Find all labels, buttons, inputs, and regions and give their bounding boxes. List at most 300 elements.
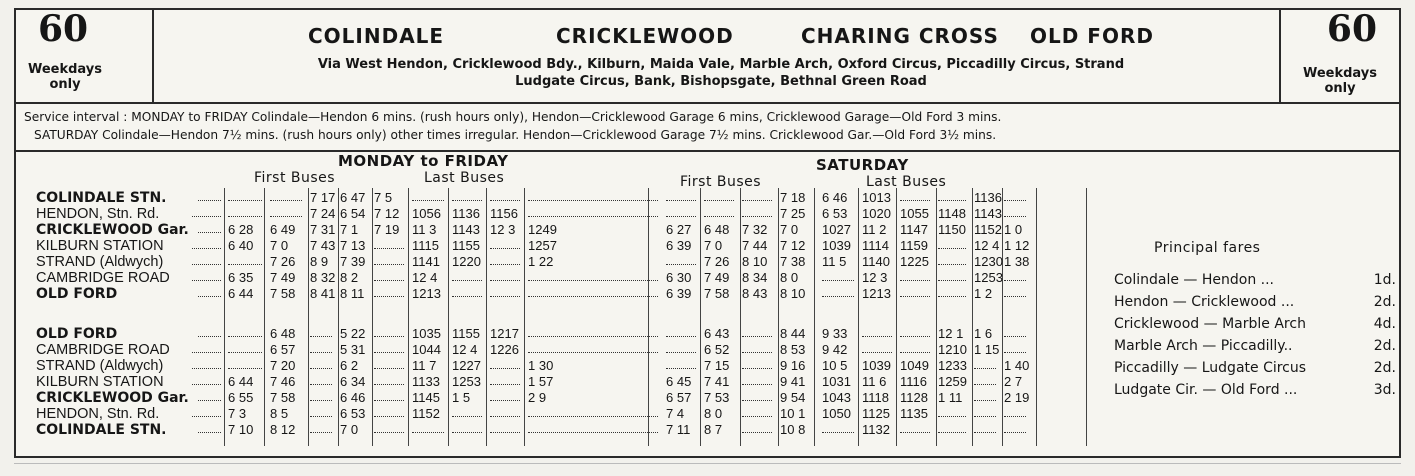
empty-cell-dots <box>374 406 404 417</box>
time-cell: 6 44 <box>228 374 254 389</box>
via-line-2: Ludgate Circus, Bank, Bishopsgate, Bethnal Green Road <box>515 74 927 89</box>
empty-cell-dots <box>490 270 520 281</box>
time-cell: 7 32 <box>742 222 768 237</box>
empty-cell-dots <box>374 358 404 369</box>
leader-dots <box>192 374 221 385</box>
page-bottom-rule <box>14 463 1401 464</box>
time-cell: 6 30 <box>666 270 692 285</box>
empty-cell-dots <box>1004 406 1026 417</box>
empty-cell-dots <box>974 406 996 417</box>
empty-cell-dots <box>228 254 262 265</box>
empty-cell-dots <box>374 422 404 433</box>
time-cell: 8 32 <box>310 270 336 285</box>
time-cell: 1226 <box>490 342 519 357</box>
empty-cell-dots <box>374 342 404 353</box>
time-cell: 1213 <box>862 286 891 301</box>
time-cell: 1136 <box>974 190 1002 205</box>
column-rule <box>700 188 701 446</box>
time-cell: 7 20 <box>270 358 296 373</box>
leader-dots <box>198 326 221 337</box>
empty-cell-dots <box>490 190 520 201</box>
empty-cell-dots <box>862 326 892 337</box>
empty-cell-dots <box>490 238 520 249</box>
empty-cell-dots <box>1004 342 1026 353</box>
timetable-grid <box>16 154 1106 454</box>
empty-cell-dots <box>822 270 854 281</box>
time-cell: 6 35 <box>228 270 254 285</box>
empty-cell-dots <box>862 342 892 353</box>
time-cell: 1145 <box>412 390 440 405</box>
time-cell: 1249 <box>528 222 557 237</box>
empty-cell-dots <box>742 358 772 369</box>
stop-name: CAMBRIDGE ROAD <box>36 270 170 286</box>
stop-name: CAMBRIDGE ROAD <box>36 342 170 358</box>
leader-dots <box>192 270 221 281</box>
time-cell: 1253 <box>974 270 1003 285</box>
empty-cell-dots <box>228 326 262 337</box>
fare-row <box>1114 316 1396 336</box>
time-cell: 6 55 <box>228 390 254 405</box>
timetable-frame <box>14 8 1401 458</box>
section-divider <box>16 150 1399 152</box>
heading-mf-last-buses: Last Buses <box>424 170 505 186</box>
empty-cell-dots <box>374 286 404 297</box>
empty-cell-dots <box>1004 206 1026 217</box>
time-cell: 1 30 <box>528 358 554 373</box>
time-cell: 1125 <box>862 406 890 421</box>
time-cell: 1 38 <box>1004 254 1030 269</box>
empty-cell-dots <box>938 254 966 265</box>
time-cell: 1230 <box>974 254 1003 269</box>
time-cell: 1 6 <box>974 326 993 341</box>
empty-cell-dots <box>374 238 404 249</box>
route-number-right: 60 <box>1326 8 1377 50</box>
empty-cell-dots <box>704 206 734 217</box>
route-box-right <box>1279 10 1399 102</box>
fare-row <box>1114 338 1396 358</box>
empty-cell-dots <box>452 406 482 417</box>
empty-cell-dots <box>412 190 444 201</box>
fare-route: Marble Arch — Piccadilly.. <box>1114 338 1293 354</box>
fare-price: 4d. <box>1373 316 1396 332</box>
empty-cell-dots <box>310 390 332 401</box>
service-line-2: SATURDAY Colindale—Hendon 7½ mins. (rush hours only) other times irregular. Hendon—Cricklewood Garage 7½ mins. Cricklewood Gar.—Old Ford 3½ mins. <box>34 128 997 142</box>
time-cell: 1147 <box>900 222 928 237</box>
fare-route: Colindale — Hendon ... <box>1114 272 1275 288</box>
fares-title: Principal fares <box>1154 240 1261 256</box>
empty-cell-dots <box>742 406 772 417</box>
time-cell: 1035 <box>412 326 441 341</box>
time-cell: 10 1 <box>780 406 806 421</box>
time-cell: 8 11 <box>340 286 365 301</box>
time-cell: 1027 <box>822 222 851 237</box>
time-cell: 1 5 <box>452 390 471 405</box>
empty-cell-dots <box>1004 422 1026 433</box>
empty-cell-dots <box>452 190 482 201</box>
empty-cell-dots <box>974 358 996 369</box>
empty-cell-dots <box>938 270 966 281</box>
time-cell: 5 31 <box>340 342 366 357</box>
time-cell: 6 53 <box>340 406 366 421</box>
weekdays-text: Weekdays <box>1302 66 1378 81</box>
time-cell: 1225 <box>900 254 929 269</box>
time-cell: 7 26 <box>270 254 296 269</box>
time-cell: 5 22 <box>340 326 366 341</box>
time-cell: 7 0 <box>780 222 799 237</box>
time-cell: 8 9 <box>310 254 329 269</box>
time-cell: 9 16 <box>780 358 806 373</box>
column-rule <box>858 188 859 446</box>
empty-cell-dots <box>1004 326 1026 337</box>
column-rule <box>778 188 779 446</box>
time-cell: 6 39 <box>666 286 692 301</box>
time-cell: 9 54 <box>780 390 806 405</box>
empty-cell-dots <box>452 270 482 281</box>
time-cell: 1220 <box>452 254 481 269</box>
empty-cell-dots <box>374 390 404 401</box>
empty-cell-dots <box>490 286 520 297</box>
time-cell: 7 31 <box>310 222 336 237</box>
time-cell: 7 41 <box>704 374 730 389</box>
time-cell: 6 45 <box>666 374 692 389</box>
heading-monday-friday: MONDAY to FRIDAY <box>338 152 509 170</box>
empty-cell-dots <box>900 326 930 337</box>
weekdays-label-left <box>20 62 110 92</box>
column-rule <box>486 188 487 446</box>
time-cell: 6 54 <box>340 206 366 221</box>
time-cell: 1128 <box>900 390 928 405</box>
fare-price: 3d. <box>1373 382 1396 398</box>
time-cell: 11 2 <box>862 222 887 237</box>
leader-dots <box>198 222 221 233</box>
empty-cell-dots <box>310 374 332 385</box>
empty-cell-dots <box>310 342 332 353</box>
time-cell: 6 2 <box>340 358 359 373</box>
empty-cell-dots <box>822 422 854 433</box>
route-box-left <box>16 10 154 102</box>
destination-1: COLINDALE <box>308 24 445 48</box>
service-interval <box>24 108 1394 144</box>
time-cell: 7 58 <box>270 390 296 405</box>
stop-name: COLINDALE STN. <box>36 422 167 438</box>
empty-cell-dots <box>974 374 996 385</box>
stop-name: CRICKLEWOOD Gar. <box>36 222 189 238</box>
empty-cell-dots <box>270 206 302 217</box>
empty-cell-dots <box>490 374 520 385</box>
empty-cell-dots <box>228 206 262 217</box>
destination-4: OLD FORD <box>1030 24 1154 48</box>
time-cell: 7 0 <box>270 238 289 253</box>
empty-cell-dots <box>490 390 520 401</box>
empty-cell-dots <box>490 254 520 265</box>
weekdays-label-right <box>1295 66 1385 96</box>
time-cell: 8 7 <box>704 422 723 437</box>
empty-cell-dots <box>528 206 658 217</box>
empty-cell-dots <box>900 342 930 353</box>
empty-cell-dots <box>490 406 520 417</box>
time-cell: 1039 <box>822 238 851 253</box>
time-cell: 1056 <box>412 206 441 221</box>
leader-dots <box>192 238 221 249</box>
only-text: only <box>49 77 81 92</box>
time-cell: 6 52 <box>704 342 730 357</box>
empty-cell-dots <box>938 422 966 433</box>
column-rule <box>524 188 525 446</box>
time-cell: 12 3 <box>862 270 888 285</box>
column-rule <box>936 188 937 446</box>
column-rule <box>264 188 265 446</box>
empty-cell-dots <box>742 206 772 217</box>
time-cell: 8 2 <box>340 270 359 285</box>
empty-cell-dots <box>528 406 658 417</box>
empty-cell-dots <box>666 342 696 353</box>
leader-dots <box>192 254 221 265</box>
time-cell: 7 58 <box>270 286 296 301</box>
time-cell: 12 1 <box>938 326 964 341</box>
empty-cell-dots <box>742 326 772 337</box>
time-cell: 8 43 <box>742 286 768 301</box>
empty-cell-dots <box>822 286 854 297</box>
empty-cell-dots <box>528 286 658 297</box>
column-rule <box>224 188 225 446</box>
time-cell: 8 0 <box>704 406 723 421</box>
time-cell: 1 40 <box>1004 358 1030 373</box>
time-cell: 7 12 <box>374 206 400 221</box>
time-cell: 7 24 <box>310 206 336 221</box>
fare-price: 1d. <box>1373 272 1396 288</box>
stop-name: OLD FORD <box>36 286 118 302</box>
time-cell: 1132 <box>862 422 890 437</box>
stop-name: KILBURN STATION <box>36 238 164 254</box>
time-cell: 11 5 <box>822 254 847 269</box>
time-cell: 1253 <box>452 374 481 389</box>
time-cell: 6 34 <box>340 374 366 389</box>
time-cell: 7 38 <box>780 254 806 269</box>
time-cell: 6 27 <box>666 222 692 237</box>
heading-mf-first-buses: First Buses <box>254 170 336 186</box>
leader-dots <box>198 390 221 401</box>
time-cell: 11 6 <box>862 374 887 389</box>
time-cell: 1050 <box>822 406 851 421</box>
time-cell: 1031 <box>822 374 851 389</box>
time-cell: 7 25 <box>780 206 806 221</box>
time-cell: 7 43 <box>310 238 336 253</box>
time-cell: 1115 <box>412 238 439 253</box>
time-cell: 1143 <box>974 206 1002 221</box>
empty-cell-dots <box>270 190 302 201</box>
stop-name: HENDON, Stn. Rd. <box>36 206 160 222</box>
time-cell: 1044 <box>412 342 441 357</box>
empty-cell-dots <box>452 422 482 433</box>
time-cell: 6 39 <box>666 238 692 253</box>
time-cell: 9 42 <box>822 342 848 357</box>
heading-saturday: SATURDAY <box>816 156 909 174</box>
empty-cell-dots <box>1004 286 1026 297</box>
via-line-1: Via West Hendon, Cricklewood Bdy., Kilburn, Maida Vale, Marble Arch, Oxford Circus, Piccadilly Circus, Strand <box>317 57 1125 72</box>
time-cell: 7 17 <box>310 190 336 205</box>
only-text: only <box>1324 81 1356 96</box>
empty-cell-dots <box>974 390 996 401</box>
time-cell: 1049 <box>900 358 929 373</box>
time-cell: 1 2 <box>974 286 993 301</box>
time-cell: 2 7 <box>1004 374 1023 389</box>
time-cell: 6 46 <box>822 190 848 205</box>
time-cell: 1155 <box>452 238 480 253</box>
empty-cell-dots <box>228 358 262 369</box>
fare-route: Piccadilly — Ludgate Circus <box>1114 360 1307 376</box>
time-cell: 8 5 <box>270 406 289 421</box>
time-cell: 1 0 <box>1004 222 1023 237</box>
time-cell: 8 34 <box>742 270 768 285</box>
time-cell: 1118 <box>862 390 889 405</box>
empty-cell-dots <box>310 358 332 369</box>
time-cell: 2 19 <box>1004 390 1030 405</box>
route-number-left: 60 <box>38 8 89 50</box>
empty-cell-dots <box>490 358 520 369</box>
time-cell: 6 46 <box>340 390 366 405</box>
empty-cell-dots <box>742 190 772 201</box>
time-cell: 1257 <box>528 238 557 253</box>
empty-cell-dots <box>666 254 696 265</box>
stop-name: STRAND (Aldwych) <box>36 254 164 270</box>
empty-cell-dots <box>938 406 966 417</box>
empty-cell-dots <box>938 286 966 297</box>
time-cell: 9 33 <box>822 326 848 341</box>
empty-cell-dots <box>310 326 332 337</box>
time-cell: 1150 <box>938 222 966 237</box>
time-cell: 10 8 <box>780 422 806 437</box>
empty-cell-dots <box>528 270 658 281</box>
weekdays-text: Weekdays <box>27 62 103 77</box>
time-cell: 1152 <box>412 406 440 421</box>
stop-name: HENDON, Stn. Rd. <box>36 406 160 422</box>
empty-cell-dots <box>1004 270 1026 281</box>
fare-route: Ludgate Cir. — Old Ford ... <box>1114 382 1298 398</box>
time-cell: 1 15 <box>974 342 1000 357</box>
empty-cell-dots <box>374 254 404 265</box>
time-cell: 7 0 <box>340 422 359 437</box>
fare-price: 2d. <box>1373 294 1396 310</box>
time-cell: 7 10 <box>228 422 254 437</box>
empty-cell-dots <box>704 190 734 201</box>
time-cell: 12 4 <box>412 270 438 285</box>
time-cell: 1013 <box>862 190 891 205</box>
time-cell: 12 4 <box>974 238 1000 253</box>
time-cell: 1 57 <box>528 374 554 389</box>
column-rule <box>448 188 449 446</box>
time-cell: 6 53 <box>822 206 848 221</box>
empty-cell-dots <box>938 190 966 201</box>
time-cell: 11 7 <box>412 358 437 373</box>
empty-cell-dots <box>528 190 658 201</box>
column-rule <box>408 188 409 446</box>
time-cell: 7 1 <box>340 222 359 237</box>
time-cell: 7 0 <box>704 238 723 253</box>
time-cell: 8 44 <box>780 326 806 341</box>
time-cell: 7 11 <box>666 422 691 437</box>
time-cell: 6 40 <box>228 238 254 253</box>
empty-cell-dots <box>310 406 332 417</box>
column-rule <box>896 188 897 446</box>
destination-2: CRICKLEWOOD <box>556 24 734 48</box>
time-cell: 8 41 <box>310 286 336 301</box>
timetable-header <box>16 10 1399 104</box>
empty-cell-dots <box>310 422 332 433</box>
time-cell: 12 3 <box>490 222 516 237</box>
time-cell: 7 12 <box>780 238 806 253</box>
empty-cell-dots <box>742 342 772 353</box>
time-cell: 1210 <box>938 342 967 357</box>
column-rule <box>1002 188 1003 446</box>
time-cell: 6 49 <box>270 222 296 237</box>
empty-cell-dots <box>1004 190 1026 201</box>
time-cell: 11 3 <box>412 222 437 237</box>
fare-row <box>1114 272 1396 292</box>
empty-cell-dots <box>938 238 966 249</box>
stop-name: COLINDALE STN. <box>36 190 167 206</box>
time-cell: 7 49 <box>704 270 730 285</box>
stop-name: KILBURN STATION <box>36 374 164 390</box>
column-rule <box>1086 188 1087 446</box>
time-cell: 9 41 <box>780 374 806 389</box>
empty-cell-dots <box>452 286 482 297</box>
time-cell: 1155 <box>452 326 480 341</box>
time-cell: 1039 <box>862 358 891 373</box>
time-cell: 8 53 <box>780 342 806 357</box>
empty-cell-dots <box>900 286 930 297</box>
time-cell: 1148 <box>938 206 966 221</box>
time-cell: 10 5 <box>822 358 848 373</box>
time-cell: 1020 <box>862 206 891 221</box>
time-cell: 2 9 <box>528 390 547 405</box>
column-rule <box>740 188 741 446</box>
empty-cell-dots <box>974 422 996 433</box>
time-cell: 1156 <box>490 206 518 221</box>
fare-row <box>1114 294 1396 314</box>
time-cell: 1055 <box>900 206 929 221</box>
time-cell: 8 10 <box>780 286 806 301</box>
time-cell: 7 13 <box>340 238 366 253</box>
empty-cell-dots <box>528 326 658 337</box>
time-cell: 7 39 <box>340 254 366 269</box>
time-cell: 1 12 <box>1004 238 1030 253</box>
empty-cell-dots <box>666 358 696 369</box>
time-cell: 1 22 <box>528 254 554 269</box>
empty-cell-dots <box>900 270 930 281</box>
empty-cell-dots <box>742 390 772 401</box>
empty-cell-dots <box>666 326 696 337</box>
leader-dots <box>192 342 221 353</box>
stop-name: OLD FORD <box>36 326 118 342</box>
time-cell: 1152 <box>974 222 1002 237</box>
time-cell: 6 44 <box>228 286 254 301</box>
time-cell: 1227 <box>452 358 481 373</box>
stop-name: CRICKLEWOOD Gar. <box>36 390 189 406</box>
fare-route: Cricklewood — Marble Arch <box>1114 316 1306 332</box>
time-cell: 6 28 <box>228 222 254 237</box>
empty-cell-dots <box>228 190 262 201</box>
column-rule <box>338 188 339 446</box>
time-cell: 1116 <box>900 374 927 389</box>
leader-dots <box>198 286 221 297</box>
empty-cell-dots <box>528 342 658 353</box>
time-cell: 6 57 <box>666 390 692 405</box>
leader-dots <box>192 206 221 217</box>
time-cell: 1136 <box>452 206 480 221</box>
via-text <box>176 56 1266 90</box>
leader-dots <box>198 190 221 201</box>
empty-cell-dots <box>374 374 404 385</box>
